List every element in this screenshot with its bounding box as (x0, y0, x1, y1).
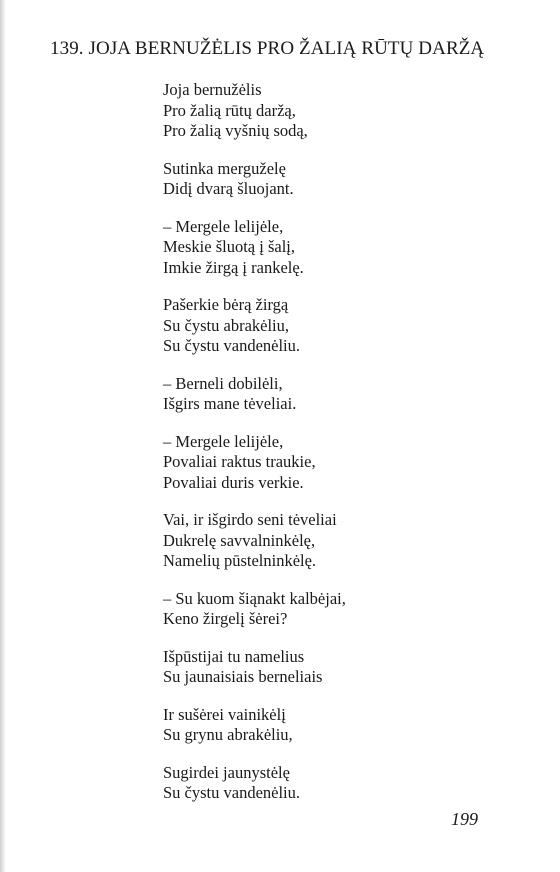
poem-line: Namelių pūstelninkėlę. (163, 551, 317, 570)
poem-line: Pro žalią vyšnių sodą, (163, 121, 308, 140)
stanza (163, 217, 346, 279)
page-edge-shadow (0, 0, 6, 872)
poem-line: – Mergele lelijėle, (163, 431, 284, 451)
poem-line: Povaliai duris verkie. (163, 472, 304, 492)
poem-line: – Su kuom šiąnakt kalbėjai, (163, 588, 346, 608)
poem-line: Dukrelę savvalninkėlę, (163, 530, 316, 550)
page-number: 199 (451, 809, 478, 829)
stanza (163, 510, 346, 572)
poem-line: Imkie žirgą į rankelę. (163, 257, 304, 277)
poem-line: – Berneli dobilėli, (163, 373, 283, 393)
stanza (163, 80, 346, 142)
stanza (163, 374, 346, 415)
poem-line: Su čystu vandenėliu. (163, 336, 301, 355)
poem-line: Sutinka merguželę (163, 158, 286, 178)
poem-line: Vai, ir išgirdo seni tėveliai (163, 510, 337, 529)
stanza (163, 432, 346, 494)
stanza (163, 763, 346, 804)
poem-line: Išpūstijai tu namelius (163, 646, 305, 666)
poem-line: Meskie šluotą į šalį, (163, 237, 295, 256)
stanza (163, 295, 346, 357)
poem-line: Joja bernužėlis (163, 80, 262, 99)
stanza (163, 647, 346, 688)
poem-line: Sugirdei jaunystėlę (163, 762, 290, 782)
poem-line: Su čystu abrakėliu, (163, 315, 290, 335)
poem-line: Su jaunaisiais berneliais (163, 667, 323, 686)
poem-line: Keno žirgelį šėrei? (163, 609, 288, 628)
poem-line: Pro žalią rūtų daržą, (163, 100, 296, 120)
poem-line: Povaliai raktus traukie, (163, 452, 316, 471)
poem-line: Išgirs mane tėveliai. (163, 394, 297, 413)
stanza (163, 159, 346, 200)
poem-line: Ir sušėrei vainikėlį (163, 704, 286, 724)
stanza (163, 705, 346, 746)
poem-line: – Mergele lelijėle, (163, 216, 284, 236)
poem-line: Su čystu vandenėliu. (163, 783, 301, 802)
poem-body (163, 80, 346, 821)
poem-line: Pašerkie bėrą žirgą (163, 295, 289, 314)
poem-line: Didį dvarą šluojant. (163, 179, 294, 198)
song-title: 139. JOJA BERNUŽĖLIS PRO ŽALIĄ RŪTŲ DARŽĄ (50, 38, 485, 59)
stanza (163, 589, 346, 630)
poem-line: Su grynu abrakėliu, (163, 725, 293, 744)
